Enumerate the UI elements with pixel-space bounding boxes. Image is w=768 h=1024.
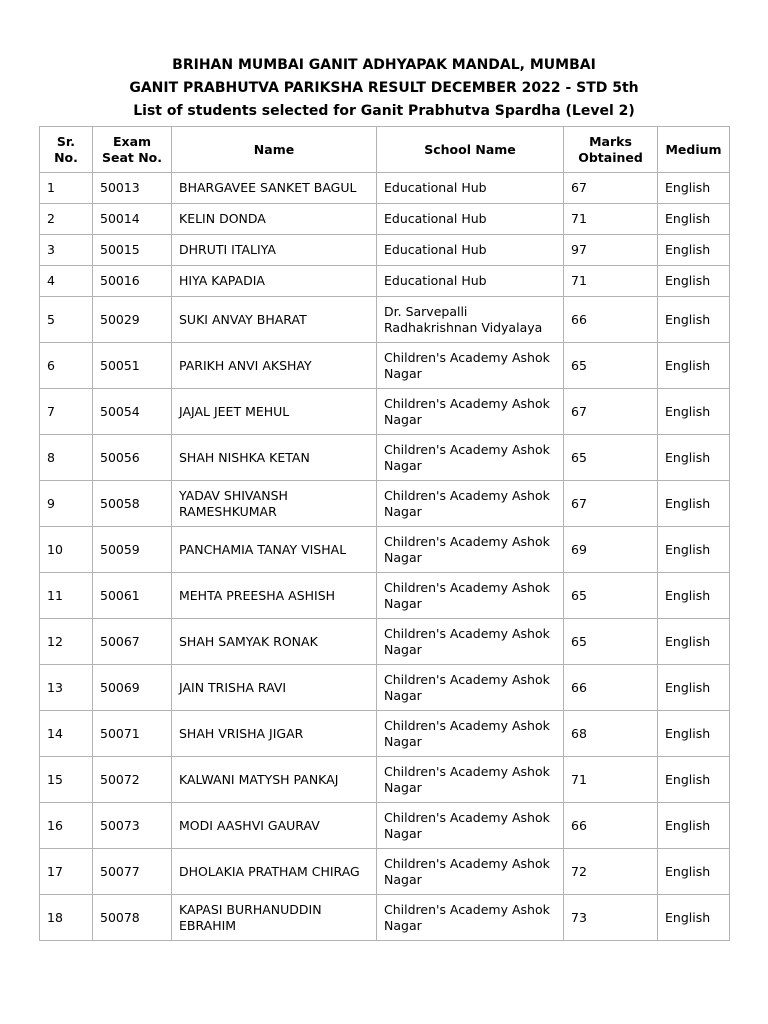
cell-sr-no: 6 bbox=[40, 343, 93, 389]
cell-medium: English bbox=[658, 619, 730, 665]
cell-sr-no: 14 bbox=[40, 711, 93, 757]
cell-school: Children's Academy Ashok Nagar bbox=[377, 619, 564, 665]
cell-sr-no: 5 bbox=[40, 297, 93, 343]
cell-school: Dr. Sarvepalli Radhakrishnan Vidyalaya bbox=[377, 297, 564, 343]
table-row bbox=[40, 573, 730, 619]
cell-medium: English bbox=[658, 297, 730, 343]
cell-seat-no: 50078 bbox=[93, 895, 172, 941]
cell-seat-no: 50067 bbox=[93, 619, 172, 665]
cell-school: Educational Hub bbox=[377, 204, 564, 235]
cell-medium: English bbox=[658, 849, 730, 895]
document-header bbox=[0, 0, 768, 123]
cell-marks: 65 bbox=[564, 619, 658, 665]
cell-school: Children's Academy Ashok Nagar bbox=[377, 665, 564, 711]
cell-seat-no: 50054 bbox=[93, 389, 172, 435]
cell-seat-no: 50015 bbox=[93, 235, 172, 266]
cell-school: Children's Academy Ashok Nagar bbox=[377, 481, 564, 527]
cell-marks: 66 bbox=[564, 665, 658, 711]
table-row bbox=[40, 757, 730, 803]
cell-name: DHOLAKIA PRATHAM CHIRAG bbox=[172, 849, 377, 895]
cell-marks: 71 bbox=[564, 757, 658, 803]
cell-sr-no: 3 bbox=[40, 235, 93, 266]
cell-medium: English bbox=[658, 435, 730, 481]
cell-seat-no: 50056 bbox=[93, 435, 172, 481]
cell-school: Children's Academy Ashok Nagar bbox=[377, 849, 564, 895]
cell-school: Children's Academy Ashok Nagar bbox=[377, 435, 564, 481]
col-header-medium: Medium bbox=[658, 127, 730, 173]
table-row bbox=[40, 895, 730, 941]
cell-name: KELIN DONDA bbox=[172, 204, 377, 235]
cell-medium: English bbox=[658, 573, 730, 619]
cell-sr-no: 17 bbox=[40, 849, 93, 895]
table-row bbox=[40, 711, 730, 757]
col-header-sr-no: Sr. No. bbox=[40, 127, 93, 173]
cell-seat-no: 50069 bbox=[93, 665, 172, 711]
cell-medium: English bbox=[658, 803, 730, 849]
cell-medium: English bbox=[658, 343, 730, 389]
cell-medium: English bbox=[658, 173, 730, 204]
cell-name: KAPASI BURHANUDDIN EBRAHIM bbox=[172, 895, 377, 941]
cell-name: SHAH NISHKA KETAN bbox=[172, 435, 377, 481]
cell-marks: 65 bbox=[564, 343, 658, 389]
cell-medium: English bbox=[658, 757, 730, 803]
cell-seat-no: 50029 bbox=[93, 297, 172, 343]
cell-marks: 67 bbox=[564, 389, 658, 435]
table-row bbox=[40, 803, 730, 849]
table-row bbox=[40, 527, 730, 573]
cell-marks: 97 bbox=[564, 235, 658, 266]
org-title: BRIHAN MUMBAI GANIT ADHYAPAK MANDAL, MUMBAI bbox=[172, 57, 596, 73]
cell-school: Children's Academy Ashok Nagar bbox=[377, 527, 564, 573]
cell-sr-no: 18 bbox=[40, 895, 93, 941]
col-header-name: Name bbox=[172, 127, 377, 173]
cell-name: PANCHAMIA TANAY VISHAL bbox=[172, 527, 377, 573]
table-row bbox=[40, 235, 730, 266]
cell-marks: 65 bbox=[564, 573, 658, 619]
cell-school: Children's Academy Ashok Nagar bbox=[377, 895, 564, 941]
table-row bbox=[40, 389, 730, 435]
cell-school: Educational Hub bbox=[377, 235, 564, 266]
cell-school: Children's Academy Ashok Nagar bbox=[377, 573, 564, 619]
col-header-seat-no: Exam Seat No. bbox=[93, 127, 172, 173]
cell-sr-no: 2 bbox=[40, 204, 93, 235]
cell-name: MODI AASHVI GAURAV bbox=[172, 803, 377, 849]
results-table bbox=[39, 126, 730, 941]
table-row bbox=[40, 435, 730, 481]
cell-medium: English bbox=[658, 266, 730, 297]
table-row bbox=[40, 481, 730, 527]
exam-title: GANIT PRABHUTVA PARIKSHA RESULT DECEMBER 2022 - STD 5th bbox=[129, 80, 639, 96]
cell-marks: 68 bbox=[564, 711, 658, 757]
cell-sr-no: 8 bbox=[40, 435, 93, 481]
cell-sr-no: 13 bbox=[40, 665, 93, 711]
cell-name: SHAH VRISHA JIGAR bbox=[172, 711, 377, 757]
cell-sr-no: 1 bbox=[40, 173, 93, 204]
cell-medium: English bbox=[658, 895, 730, 941]
cell-school: Children's Academy Ashok Nagar bbox=[377, 343, 564, 389]
cell-name: JAIN TRISHA RAVI bbox=[172, 665, 377, 711]
cell-marks: 66 bbox=[564, 297, 658, 343]
cell-seat-no: 50051 bbox=[93, 343, 172, 389]
cell-school: Children's Academy Ashok Nagar bbox=[377, 711, 564, 757]
table-header-row bbox=[40, 127, 730, 173]
cell-name: JAJAL JEET MEHUL bbox=[172, 389, 377, 435]
cell-marks: 67 bbox=[564, 173, 658, 204]
cell-sr-no: 4 bbox=[40, 266, 93, 297]
cell-sr-no: 16 bbox=[40, 803, 93, 849]
cell-name: BHARGAVEE SANKET BAGUL bbox=[172, 173, 377, 204]
cell-seat-no: 50014 bbox=[93, 204, 172, 235]
cell-seat-no: 50013 bbox=[93, 173, 172, 204]
cell-medium: English bbox=[658, 235, 730, 266]
cell-marks: 71 bbox=[564, 266, 658, 297]
cell-seat-no: 50077 bbox=[93, 849, 172, 895]
list-subtitle: List of students selected for Ganit Prabhutva Spardha (Level 2) bbox=[133, 103, 635, 119]
cell-name: DHRUTI ITALIYA bbox=[172, 235, 377, 266]
cell-name: MEHTA PREESHA ASHISH bbox=[172, 573, 377, 619]
table-row bbox=[40, 173, 730, 204]
cell-seat-no: 50058 bbox=[93, 481, 172, 527]
cell-seat-no: 50073 bbox=[93, 803, 172, 849]
cell-seat-no: 50059 bbox=[93, 527, 172, 573]
table-row bbox=[40, 849, 730, 895]
cell-name: SUKI ANVAY BHARAT bbox=[172, 297, 377, 343]
cell-sr-no: 12 bbox=[40, 619, 93, 665]
cell-school: Educational Hub bbox=[377, 266, 564, 297]
table-row bbox=[40, 619, 730, 665]
cell-sr-no: 15 bbox=[40, 757, 93, 803]
cell-medium: English bbox=[658, 665, 730, 711]
cell-marks: 67 bbox=[564, 481, 658, 527]
cell-marks: 69 bbox=[564, 527, 658, 573]
cell-medium: English bbox=[658, 711, 730, 757]
cell-name: SHAH SAMYAK RONAK bbox=[172, 619, 377, 665]
cell-seat-no: 50072 bbox=[93, 757, 172, 803]
cell-marks: 72 bbox=[564, 849, 658, 895]
col-header-school: School Name bbox=[377, 127, 564, 173]
table-row bbox=[40, 343, 730, 389]
col-header-marks: Marks Obtained bbox=[564, 127, 658, 173]
cell-name: KALWANI MATYSH PANKAJ bbox=[172, 757, 377, 803]
table-row bbox=[40, 204, 730, 235]
cell-marks: 71 bbox=[564, 204, 658, 235]
cell-school: Educational Hub bbox=[377, 173, 564, 204]
cell-marks: 66 bbox=[564, 803, 658, 849]
cell-name: PARIKH ANVI AKSHAY bbox=[172, 343, 377, 389]
cell-school: Children's Academy Ashok Nagar bbox=[377, 389, 564, 435]
cell-medium: English bbox=[658, 389, 730, 435]
table-row bbox=[40, 297, 730, 343]
cell-seat-no: 50071 bbox=[93, 711, 172, 757]
cell-sr-no: 7 bbox=[40, 389, 93, 435]
cell-medium: English bbox=[658, 204, 730, 235]
cell-seat-no: 50016 bbox=[93, 266, 172, 297]
cell-name: HIYA KAPADIA bbox=[172, 266, 377, 297]
cell-name: YADAV SHIVANSH RAMESHKUMAR bbox=[172, 481, 377, 527]
cell-sr-no: 9 bbox=[40, 481, 93, 527]
cell-school: Children's Academy Ashok Nagar bbox=[377, 757, 564, 803]
table-row bbox=[40, 665, 730, 711]
cell-medium: English bbox=[658, 481, 730, 527]
cell-sr-no: 10 bbox=[40, 527, 93, 573]
cell-sr-no: 11 bbox=[40, 573, 93, 619]
table-row bbox=[40, 266, 730, 297]
cell-school: Children's Academy Ashok Nagar bbox=[377, 803, 564, 849]
cell-medium: English bbox=[658, 527, 730, 573]
cell-marks: 73 bbox=[564, 895, 658, 941]
cell-seat-no: 50061 bbox=[93, 573, 172, 619]
cell-marks: 65 bbox=[564, 435, 658, 481]
